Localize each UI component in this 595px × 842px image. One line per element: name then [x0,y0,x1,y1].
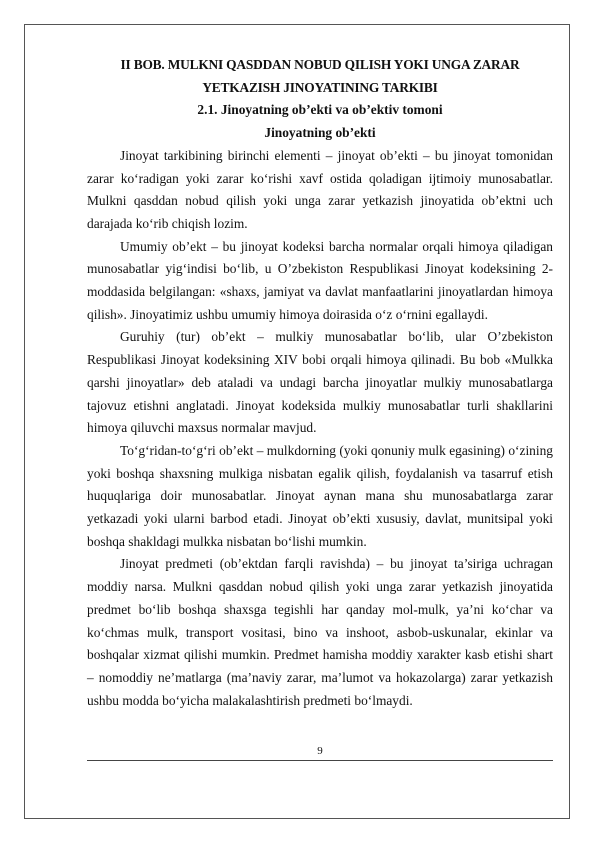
subsection-title: Jinoyatning ob’ekti [264,125,376,141]
paragraph: Guruhiy (tur) ob’ekt – mulkiy munosabatlar bo‘lib, ular O’zbekiston Respublikasi Jinoyat kodeksining XIV bobi orqali himoya qilinadi. Bu bob «Mulkka qarshi jinoyatlar» deb ataladi va undagi barcha jinoyatlar mulkiy munosabatlarga tajovuz etishni anglatadi. Jinoyat kodeksida mulkiy munosabatlar turli shakllarini himoya qiluvchi maxsus normalar mavjud. [87,329,553,436]
footer-rule [87,760,553,761]
paragraph: Jinoyat predmeti (ob’ektdan farqli ravishda) – bu jinoyat ta’siriga uchragan moddiy narsa. Mulkni qasddan nobud qilish yoki unga zarar yetkazish jinoyatida predmet bo‘lib boshqa shaxsga tegishli har qanday mol-mulk, ya’ni ko‘char va ko‘chmas mulk, transport vositasi, bino va inshoot, asbob-uskunalar, ekinlar va boshqalar xizmat qilishi mumkin. Predmet hamisha moddiy xarakter kasb etishi shart – nomoddiy ne’matlarga (ma’naviy zarar, ma’lumot va hokazolarga) zarar yetkazish ushbu modda bo‘yicha malakalashtirish predmeti bo‘lmaydi. [87,556,553,708]
paragraph: Jinoyat tarkibining birinchi elementi – jinoyat ob’ekti – bu jinoyat tomonidan zarar ko‘radigan yoki zarar ko‘rishi xavf ostida qoladigan ijtimoiy munosabatlar. Mulkni qasddan nobud qilish yoki unga zarar yetkazish jinoyatida ob’ektni uch darajada ko‘rib chiqish lozim. [87,147,553,231]
page-number: 9 [317,745,323,757]
section-title: 2.1. Jinoyatning ob’ekti va ob’ektiv tomoni [197,102,443,118]
document-body [87,54,553,712]
chapter-title-line-1: II BOB. MULKNI QASDDAN NOBUD QILISH YOKI UNGA ZARAR [120,57,520,72]
chapter-title-line-2: YETKAZISH JINOYATINING TARKIBI [202,79,438,95]
paragraph: Umumiy ob’ekt – bu jinoyat kodeksi barcha normalar orqali himoya qiladigan munosabatlar yig‘indisi bo‘lib, u O’zbekiston Respublikasi Jinoyat kodeksining 2-moddasida belgilangan: «shaxs, jamiyat va davlat manfaatlarini jinoyatlardan himoya qilish». Jinoyatimiz ushbu umumiy himoya doirasida o‘z o‘rnini egallaydi. [87,238,553,322]
paragraph: To‘g‘ridan-to‘g‘ri ob’ekt – mulkdorning (yoki qonuniy mulk egasining) o‘zining yoki boshqa shaxsning mulkiga nisbatan egalik qilish, foydalanish va tasarruf etish huquqlariga doir munosabatlar. Jinoyat aynan mana shu munosabatlarga zarar yetkazadi yoki ularni barbod etadi. Jinoyat ob’ekti xususiy, davlat, munitsipal yoki boshqa shakldagi mulkka nisbatan bo‘lishi mumkin. [87,442,553,549]
